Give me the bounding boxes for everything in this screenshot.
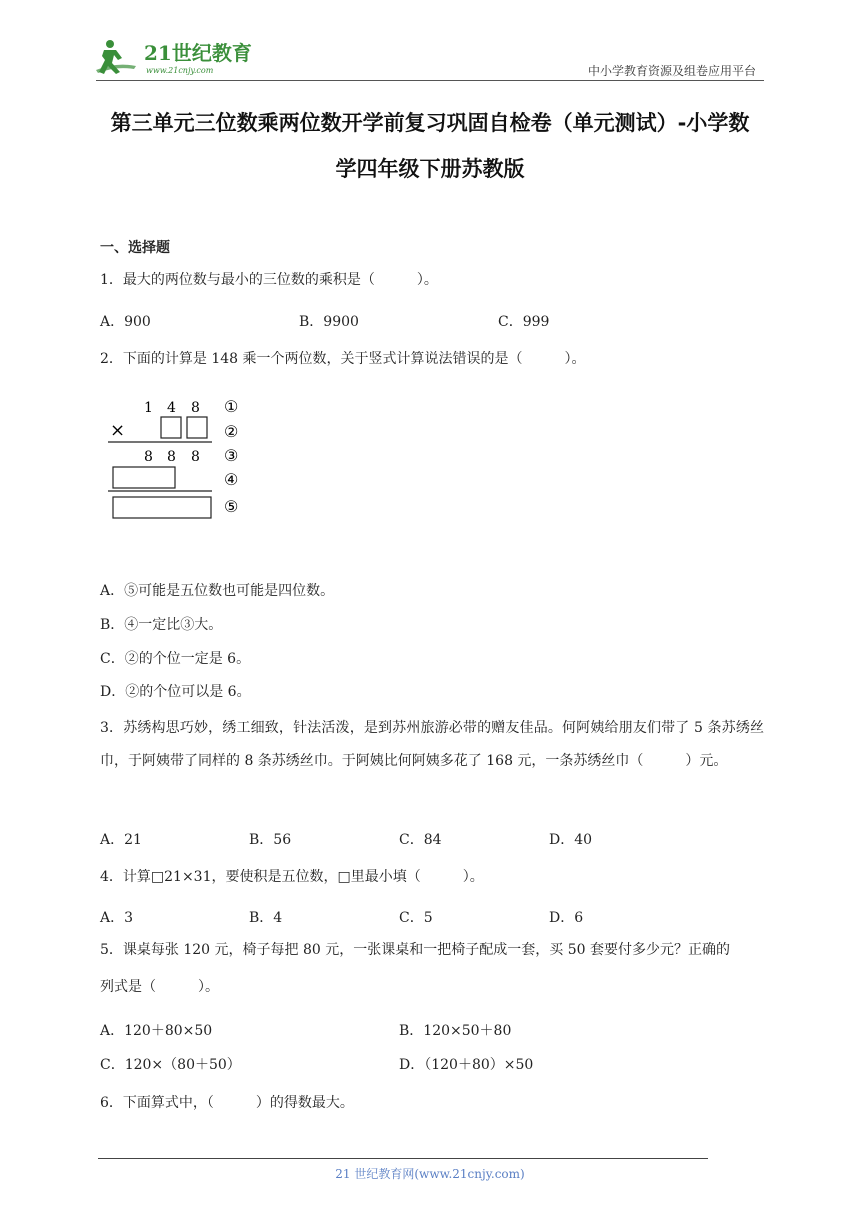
platform-name: 中小学教育资源及组卷应用平台	[587, 64, 756, 78]
digit-top: 4	[167, 400, 176, 416]
q1-option-a: A．900	[100, 314, 151, 330]
site-logo	[96, 36, 256, 78]
blank-box	[113, 467, 175, 488]
marker-2: ②	[224, 422, 239, 441]
q5-option-b: B．120×50＋80	[399, 1023, 512, 1039]
digit-mid: 8	[191, 449, 200, 465]
question-5-line-2: 列式是（ ）。	[100, 979, 219, 995]
blank-box	[113, 497, 211, 518]
q2-option-c: C．②的个位一定是 6。	[100, 651, 251, 667]
multiply-sign: ×	[110, 420, 126, 441]
marker-1: ①	[224, 397, 239, 416]
q2-option-b: B．④一定比③大。	[100, 617, 223, 633]
marker-5: ⑤	[224, 497, 239, 516]
logo-text: 21世纪教育	[144, 41, 252, 65]
q4-option-a: A．3	[100, 910, 134, 926]
marker-3: ③	[224, 446, 239, 465]
q4-option-d: D．6	[549, 910, 584, 926]
q3-option-d: D．40	[549, 832, 593, 848]
question-3-text: 3．苏绣构思巧妙，绣工细致，针法活泼，是到苏州旅游必带的赠友佳品。何阿姨给朋友们带了 5 条苏绣丝巾，于阿姨带了同样的 8 条苏绣丝巾。于阿姨比何阿姨多花了 168 元，一条苏绣丝巾（ ）元。	[100, 720, 764, 769]
vertical-multiplication-figure	[100, 392, 250, 524]
q3-option-c: C．84	[399, 832, 442, 848]
question-4-text: 4．计算□21×31，要使积是五位数，□里最小填（ ）。	[100, 869, 484, 885]
question-1-text: 1．最大的两位数与最小的三位数的乘积是（ ）。	[100, 272, 438, 288]
digit-top: 1	[144, 400, 153, 416]
logo-url: www.21cnjy.com	[146, 66, 214, 75]
q5-option-a: A．120＋80×50	[100, 1023, 213, 1039]
question-6-text: 6．下面算式中，（ ）的得数最大。	[100, 1095, 354, 1111]
blank-box	[187, 417, 207, 438]
q1-option-c: C．999	[498, 314, 550, 330]
q4-option-b: B．4	[249, 910, 283, 926]
header-divider	[96, 80, 764, 81]
title-line-1: 第三单元三位数乘两位数开学前复习巩固自检卷（单元测试）-小学数	[110, 111, 750, 135]
q1-option-b: B．9900	[299, 314, 359, 330]
question-2-text: 2．下面的计算是 148 乘一个两位数，关于竖式计算说法错误的是（ ）。	[100, 351, 586, 367]
q2-option-a: A．⑤可能是五位数也可能是四位数。	[100, 583, 335, 599]
digit-mid: 8	[167, 449, 176, 465]
q2-option-d: D．②的个位可以是 6。	[100, 684, 251, 700]
title-line-2: 学四年级下册苏教版	[335, 157, 525, 181]
blank-box	[161, 417, 181, 438]
q3-option-a: A．21	[100, 832, 142, 848]
q5-option-c: C．120×（80＋50）	[100, 1057, 241, 1073]
section-heading: 一、选择题	[100, 240, 170, 256]
q4-option-c: C．5	[399, 910, 433, 926]
document-title	[96, 100, 764, 192]
q5-option-d: D．（120＋80）×50	[399, 1057, 534, 1073]
footer-link[interactable]: 21 世纪教育网(www.21cnjy.com)	[335, 1167, 525, 1181]
digit-mid: 8	[144, 449, 153, 465]
marker-4: ④	[224, 470, 239, 489]
digit-top: 8	[191, 400, 200, 416]
question-5-line-1: 5．课桌每张 120 元，椅子每把 80 元，一张课桌和一把椅子配成一套，买 50 套要付多少元？正确的	[100, 942, 730, 958]
footer-divider	[98, 1158, 708, 1159]
q3-option-b: B．56	[249, 832, 292, 848]
